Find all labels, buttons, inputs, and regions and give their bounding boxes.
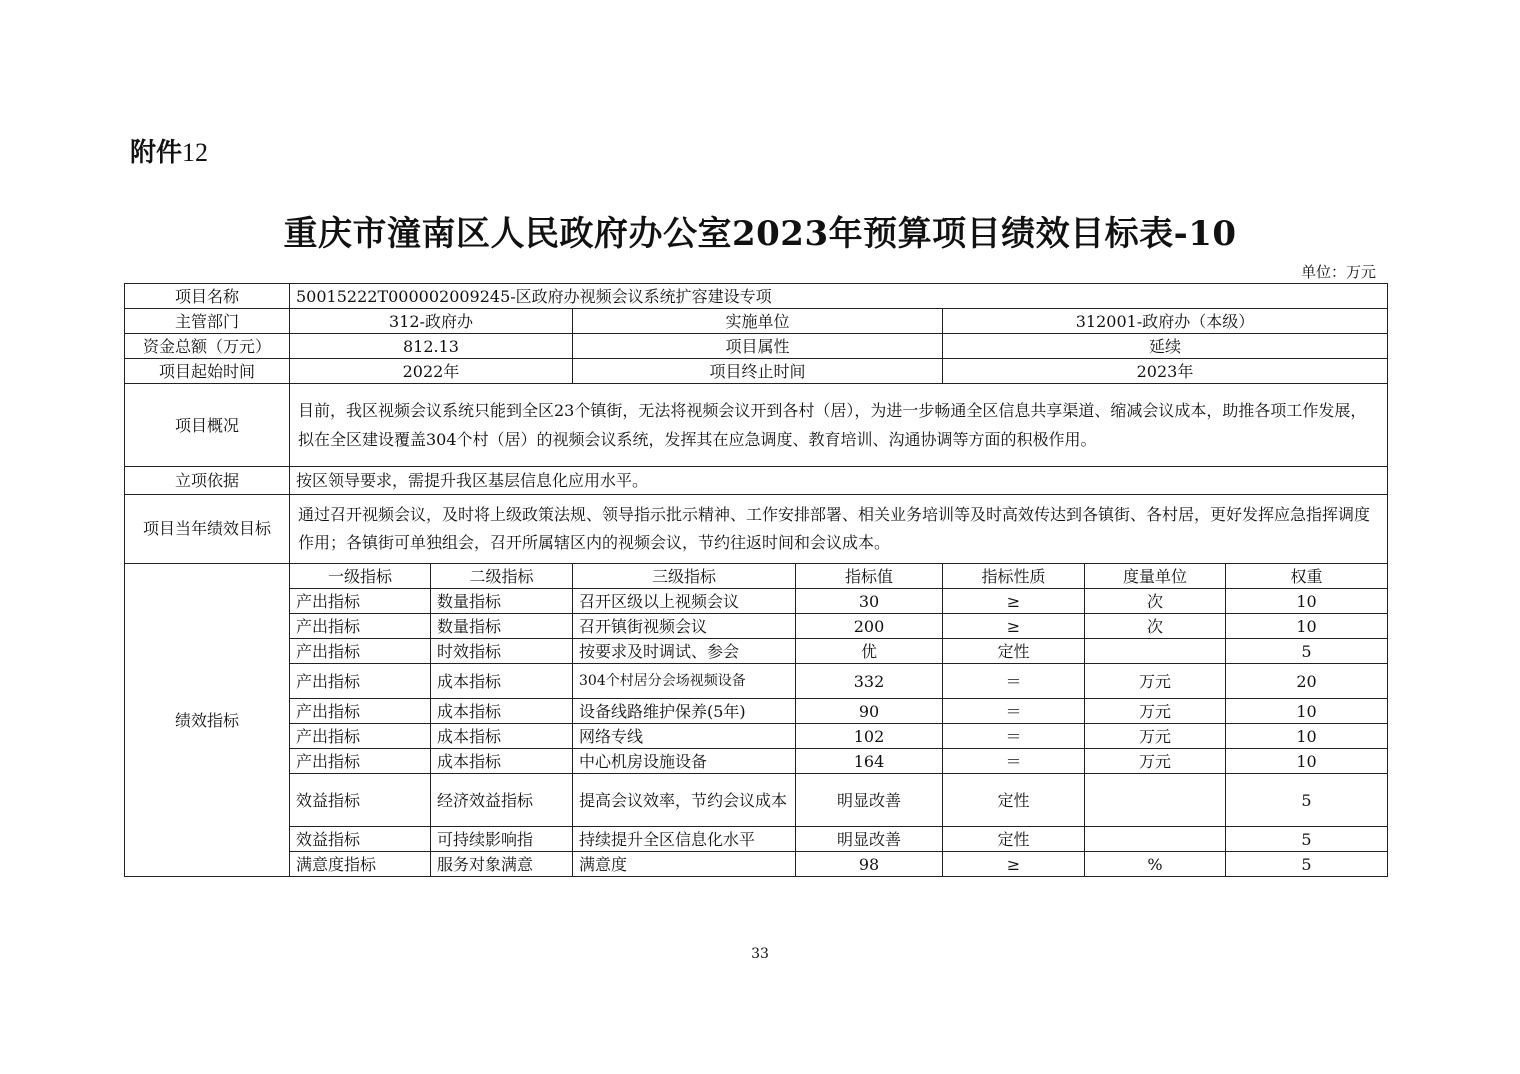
cell-level1: 产出指标 (290, 724, 431, 749)
cell-level2: 经济效益指标 (431, 774, 573, 827)
label-goal: 项目当年绩效目标 (125, 495, 290, 564)
cell-weight: 5 (1226, 827, 1388, 852)
header-level1: 一级指标 (290, 564, 431, 589)
value-overview: 目前，我区视频会议系统只能到全区23个镇街，无法将视频会议开到各村（居），为进一步畅通全区信息共享渠道、缩减会议成本，助推各项工作发展，拟在全区建设覆盖304个村（居）的视频会议系统，发挥其在应急调度、教育培训、沟通协调等方面的积极作用。 (290, 384, 1388, 467)
row-time (125, 359, 1388, 384)
cell-weight: 10 (1226, 614, 1388, 639)
cell-nature: 定性 (943, 774, 1085, 827)
table-row (125, 724, 1388, 749)
cell-value: 90 (796, 699, 943, 724)
label-start: 项目起始时间 (125, 359, 290, 384)
table-row (125, 827, 1388, 852)
table-row (125, 774, 1388, 827)
cell-nature: ＝ (943, 664, 1085, 699)
cell-unit: 万元 (1085, 699, 1226, 724)
cell-nature: 定性 (943, 827, 1085, 852)
cell-nature: ≥ (943, 589, 1085, 614)
indicator-header-row (125, 564, 1388, 589)
label-end: 项目终止时间 (573, 359, 943, 384)
cell-value: 332 (796, 664, 943, 699)
table-row (125, 664, 1388, 699)
value-basis: 按区领导要求，需提升我区基层信息化应用水平。 (290, 467, 1388, 495)
cell-value: 102 (796, 724, 943, 749)
cell-nature: ＝ (943, 724, 1085, 749)
cell-value: 200 (796, 614, 943, 639)
label-indicators: 绩效指标 (125, 564, 290, 877)
cell-value: 明显改善 (796, 827, 943, 852)
cell-unit: 次 (1085, 589, 1226, 614)
table-row (125, 699, 1388, 724)
cell-nature: ≥ (943, 614, 1085, 639)
header-nature: 指标性质 (943, 564, 1085, 589)
table-row (125, 614, 1388, 639)
label-project-name: 项目名称 (125, 284, 290, 309)
label-impl: 实施单位 (573, 309, 943, 334)
label-basis: 立项依据 (125, 467, 290, 495)
header-weight: 权重 (1226, 564, 1388, 589)
cell-level1: 产出指标 (290, 589, 431, 614)
cell-unit: 万元 (1085, 749, 1226, 774)
cell-level3: 满意度 (573, 852, 796, 877)
unit-note: 单位：万元 (1300, 263, 1376, 281)
cell-level3: 持续提升全区信息化水平 (573, 827, 796, 852)
cell-unit: 次 (1085, 614, 1226, 639)
cell-level3: 设备线路维护保养(5年) (573, 699, 796, 724)
table-row (125, 852, 1388, 877)
cell-level2: 成本指标 (431, 749, 573, 774)
attachment-number: 12 (182, 138, 209, 167)
cell-value: 优 (796, 639, 943, 664)
cell-unit (1085, 774, 1226, 827)
cell-level2: 服务对象满意 (431, 852, 573, 877)
cell-weight: 10 (1226, 749, 1388, 774)
cell-nature: ≥ (943, 852, 1085, 877)
cell-level3: 召开区级以上视频会议 (573, 589, 796, 614)
cell-weight: 5 (1226, 774, 1388, 827)
value-goal: 通过召开视频会议，及时将上级政策法规、领导指示批示精神、工作安排部署、相关业务培训等及时高效传达到各镇街、各村居，更好发挥应急指挥调度作用；各镇街可单独组会，召开所属辖区内的视频会议，节约往返时间和会议成本。 (290, 495, 1388, 564)
cell-unit (1085, 639, 1226, 664)
cell-level3: 网络专线 (573, 724, 796, 749)
label-fund: 资金总额（万元） (125, 334, 290, 359)
cell-nature: ＝ (943, 749, 1085, 774)
row-basis (125, 467, 1388, 495)
cell-weight: 10 (1226, 589, 1388, 614)
value-end: 2023年 (943, 359, 1388, 384)
cell-weight: 5 (1226, 852, 1388, 877)
cell-level1: 满意度指标 (290, 852, 431, 877)
cell-nature: ＝ (943, 699, 1085, 724)
cell-level2: 时效指标 (431, 639, 573, 664)
header-unit: 度量单位 (1085, 564, 1226, 589)
row-project-name (125, 284, 1388, 309)
page-title: 重庆市潼南区人民政府办公室2023年预算项目绩效目标表-10 (283, 214, 1237, 254)
cell-value: 30 (796, 589, 943, 614)
cell-value: 明显改善 (796, 774, 943, 827)
value-impl: 312001-政府办（本级） (943, 309, 1388, 334)
cell-level3: 提高会议效率，节约会议成本 (573, 774, 796, 827)
cell-level1: 产出指标 (290, 749, 431, 774)
label-overview: 项目概况 (125, 384, 290, 467)
cell-unit: 万元 (1085, 724, 1226, 749)
value-project-name: 50015222T000002009245-区政府办视频会议系统扩容建设专项 (290, 284, 1388, 309)
cell-weight: 10 (1226, 699, 1388, 724)
cell-level2: 数量指标 (431, 614, 573, 639)
label-dept: 主管部门 (125, 309, 290, 334)
attachment-text: 附件 (130, 138, 183, 168)
value-start: 2022年 (290, 359, 573, 384)
cell-level1: 效益指标 (290, 774, 431, 827)
cell-unit (1085, 827, 1226, 852)
cell-level3: 304个村居分会场视频设备 (573, 664, 796, 699)
cell-level2: 成本指标 (431, 724, 573, 749)
cell-level1: 效益指标 (290, 827, 431, 852)
cell-weight: 5 (1226, 639, 1388, 664)
performance-table (124, 283, 1388, 877)
row-goal (125, 495, 1388, 564)
cell-weight: 20 (1226, 664, 1388, 699)
attachment-label (130, 132, 208, 169)
cell-level1: 产出指标 (290, 639, 431, 664)
cell-level3: 召开镇街视频会议 (573, 614, 796, 639)
label-attr: 项目属性 (573, 334, 943, 359)
header-value: 指标值 (796, 564, 943, 589)
cell-level2: 数量指标 (431, 589, 573, 614)
cell-value: 164 (796, 749, 943, 774)
value-attr: 延续 (943, 334, 1388, 359)
cell-level1: 产出指标 (290, 699, 431, 724)
cell-value: 98 (796, 852, 943, 877)
table-row (125, 589, 1388, 614)
header-level2: 二级指标 (431, 564, 573, 589)
cell-level2: 可持续影响指 (431, 827, 573, 852)
cell-level3: 中心机房设施设备 (573, 749, 796, 774)
cell-unit: % (1085, 852, 1226, 877)
cell-nature: 定性 (943, 639, 1085, 664)
row-overview (125, 384, 1388, 467)
cell-level2: 成本指标 (431, 664, 573, 699)
table-row (125, 639, 1388, 664)
cell-level1: 产出指标 (290, 664, 431, 699)
cell-level1: 产出指标 (290, 614, 431, 639)
table-row (125, 749, 1388, 774)
cell-weight: 10 (1226, 724, 1388, 749)
cell-level3: 按要求及时调试、参会 (573, 639, 796, 664)
header-level3: 三级指标 (573, 564, 796, 589)
cell-level2: 成本指标 (431, 699, 573, 724)
row-dept (125, 309, 1388, 334)
value-fund: 812.13 (290, 334, 573, 359)
cell-unit: 万元 (1085, 664, 1226, 699)
page-number: 33 (751, 946, 769, 962)
row-fund (125, 334, 1388, 359)
value-dept: 312-政府办 (290, 309, 573, 334)
